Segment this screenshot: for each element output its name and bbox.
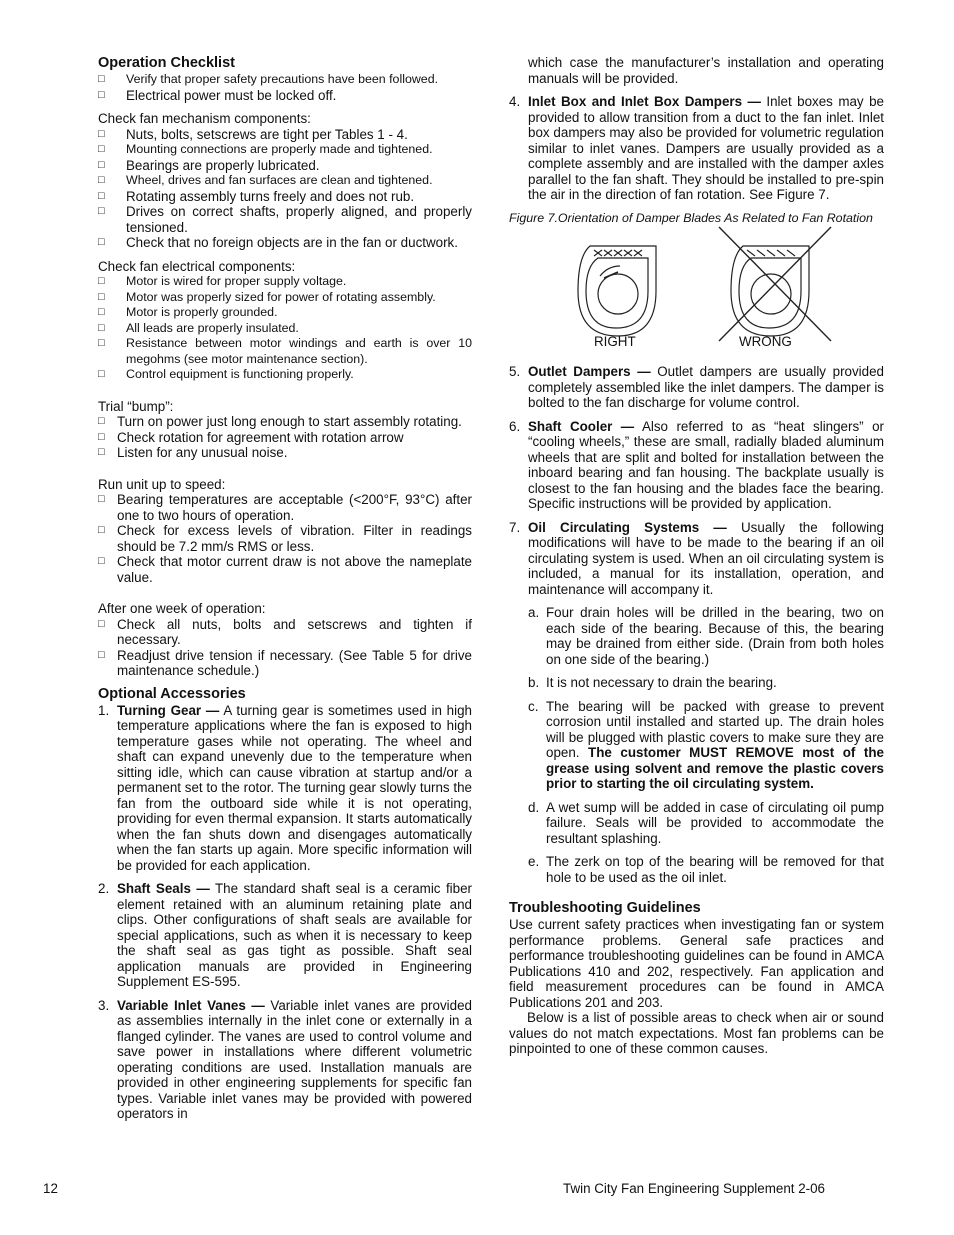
checkbox-icon: □ [98,158,105,171]
checkbox-icon: □ [98,493,105,505]
checkbox-icon: □ [98,430,105,443]
checklist-item: □ Verify that proper safety precautions have been followed. [98,72,439,86]
damper-figure [509,226,884,356]
checkbox-icon: □ [98,189,105,202]
checkbox-icon: □ [98,174,105,186]
checklist-item: □ Motor was properly sized for power of rotating assembly. [98,289,436,304]
checkbox-icon: □ [98,446,105,458]
figure-caption: Figure 7.Orientation of Damper Blades As Related to Fan Rotation [509,210,873,225]
accessory-item: 2. Shaft Seals — The standard shaft seal is a ceramic fiber element retained with an aluminum retaining plate and clips. Other configurations of shaft seals are available for special applications, such as when it is necessary to keep the shaft seal as gas tight as possible. Shaft seal application manuals are provided in Engineering Supplement ES-595. [98,881,472,989]
optional-accessories-heading: Optional Accessories [98,685,246,702]
operation-checklist-heading: Operation Checklist [98,55,235,71]
accessory-item: 1. Turning Gear — A turning gear is sometimes used in high temperature applications where the fan is exposed to high temperature gases while not operating. The wheel and shaft can expand unevenly due to the temperature when sitting idle, which can cause vibration at startup and/or a permanent set to the rotor. The turning gear slowly turns the fan from the outboard side while it is not operating, providing for even thermal expansion. It starts automatically when the fan shuts down and disengages automatically when the fan starts up again. More specific information will be provided for each application. [98,702,472,873]
checklist-item: □ Wheel, drives and fan surfaces are clean and tightened. [98,173,433,187]
week-list [98,617,472,679]
week-intro: After one week of operation: [98,601,266,616]
checklist-item: □ Check that no foreign objects are in the fan or ductwork. [98,235,458,250]
oil-subitem: e. The zerk on top of the bearing will be removed for that hole to be used as the oil inlet. [528,854,884,885]
checkbox-icon: □ [98,415,105,427]
checkbox-icon: □ [98,321,105,334]
right-column [509,55,884,1057]
checkbox-icon: □ [98,368,105,380]
checklist-item: □ Check all nuts, bolts and setscrews and tighten if necessary. [98,616,472,647]
checklist-item: □ Readjust drive tension if necessary. (See Table 5 for drive maintenance schedule.) [98,647,472,678]
wrong-fan-drawing [719,227,831,341]
accessory-term: Shaft Seals — [117,881,210,896]
checkbox-icon: □ [98,236,105,248]
accessory-item-continued: which case the manufacturer’s installation and operating manuals will be provided. [528,55,884,86]
publication-footer: Twin City Fan Engineering Supplement 2-06 [563,1181,826,1196]
electrical-list [98,274,472,383]
accessory-item: 5. Outlet Dampers — Outlet dampers are usually provided completely assembled like the inlet dampers. The damper is bolted to the fan discharge for volume control. [509,364,884,410]
checkbox-icon: □ [98,306,105,318]
troubleshooting-paragraph: Use current safety practices when investigating fan or system performance problems. General safe practices and performance troubleshooting guidelines can be found in AMCA Publications 410 and 202, respectively. Fan application and field measurement procedures can be found in AMCA Publications 201 and 203. [509,917,884,1010]
checklist-item: □ Resistance between motor windings and earth is over 10 megohms (see motor maintenance section). [98,336,472,366]
accessory-term: Variable Inlet Vanes — [117,997,265,1013]
checkbox-icon: □ [98,73,105,85]
checkbox-icon: □ [98,88,105,101]
checklist-item: □ Rotating assembly turns freely and does not rub. [98,188,415,204]
checkbox-icon: □ [98,555,105,567]
accessory-item: 3. Variable Inlet Vanes — Variable inlet vanes are provided as assemblies internally in the inlet cone or externally in a flanged cylinder. The vanes are used to control volume and save power in installations where different volumetric operating conditions are used. Installation manuals are provided in other engineering supplements for specific fan types. Variable inlet vanes may be provided with powered operators in [98,997,472,1121]
checklist-item: □ Turn on power just long enough to start assembly rotating. [98,414,462,429]
mechanism-list [98,127,472,251]
checklist-item: □ Bearings are properly lubricated. [98,157,320,173]
oil-subitem: d. A wet sump will be added in case of circulating oil pump failure. Seals will be provided to accommodate the resultant splashing. [528,799,884,846]
checkbox-icon: □ [98,648,105,661]
page-number: 12 [43,1181,58,1196]
checklist-item: □ Drives on correct shafts, properly aligned, and properly tensioned. [98,204,472,235]
accessory-item: 6. Shaft Cooler — Also referred to as “heat slingers” or “cooling wheels,” these are small, radially bladed aluminum wheels that are split and bolted for installation between the inboard bearing and fan housing. The backplate usually is closest to the fan housing and the blades face the bearing. Specific instructions will be provided by application. [509,418,884,511]
warning-text: The customer MUST REMOVE most of the grease using solvent and remove the plastic covers prior to starting the oil circulating system. [546,745,884,791]
checklist-item: □ Nuts, bolts, setscrews are tight per Tables 1 - 4. [98,126,408,142]
checklist-item: □ Check for excess levels of vibration. Filter in readings should be 7.2 mm/s RMS or less. [98,523,472,554]
checklist-item: □ Motor is wired for proper supply voltage. [98,274,347,288]
troubleshooting-paragraph: Below is a list of possible areas to check when air or sound values do not match expectations. Most fan problems can be pinpointed to one of these common causes. [509,1010,884,1056]
speed-list [98,492,472,585]
checklist-item: □ Mounting connections are properly made and tightened. [98,142,433,156]
oil-subitem: b. It is not necessary to drain the bearing. [528,675,777,690]
checklist-item: □ Electrical power must be locked off. [98,87,337,103]
safety-list [98,72,472,103]
accessory-term: Shaft Cooler — [528,418,635,434]
accessory-item: 7. Oil Circulating Systems — Usually the following modifications will have to be made to the bearing if an oil circulating system is used. When an oil circulating system is included, a manual for its installation, operation, and maintenance will accompany it. [509,519,884,597]
checklist-item: □ Motor is properly grounded. [98,305,278,319]
right-label: RIGHT [594,334,636,349]
checkbox-icon: □ [98,290,105,303]
checklist-item: □ Bearing temperatures are acceptable (<200°F, 93°C) after one to two hours of operation. [98,492,472,523]
bump-list [98,414,472,461]
accessory-term: Inlet Box and Inlet Box Dampers — [528,94,761,109]
oil-subitem: a. Four drain holes will be drilled in the bearing, two on each side of the bearing. Because of this, the bearing may be drained from either side. (Drain from both holes on one side of the bearing.) [528,605,884,667]
checklist-item: □ Check rotation for agreement with rotation arrow [98,429,404,445]
checkbox-icon: □ [98,524,105,536]
checklist-item: □ Listen for any unusual noise. [98,445,288,460]
accessory-term: Turning Gear — [117,702,220,718]
oil-subitem: c. The bearing will be packed with grease to prevent corrosion until installed and started up. The drain holes will be plugged with plastic covers to make sure they are open. The customer MUST REMOVE most of the grease using solvent and remove the plastic covers prior to starting the oil circulating system. [528,698,884,791]
right-fan-drawing [578,246,656,336]
checklist-item: □ Control equipment is functioning properly. [98,367,354,381]
accessory-term: Outlet Dampers — [528,364,651,379]
checkbox-icon: □ [98,275,105,287]
checkbox-icon: □ [98,617,105,630]
speed-intro: Run unit up to speed: [98,476,226,492]
checklist-item: □ Check that motor current draw is not above the nameplate value. [98,554,472,585]
left-column [98,55,472,1122]
checklist-item: □ All leads are properly insulated. [98,320,299,335]
wrong-label: WRONG [739,334,792,349]
damper-orientation-diagram [509,226,884,356]
troubleshooting-heading: Troubleshooting Guidelines [509,900,701,916]
bump-intro: Trial “bump”: [98,398,174,414]
checkbox-icon: □ [98,143,105,155]
electrical-intro: Check fan electrical components: [98,258,296,274]
checkbox-icon: □ [98,127,105,140]
checkbox-icon: □ [98,205,105,217]
mechanism-intro: Check fan mechanism components: [98,111,311,126]
checkbox-icon: □ [98,337,105,349]
accessory-term: Oil Circulating Systems — [528,519,727,535]
accessory-item: 4. Inlet Box and Inlet Box Dampers — Inlet boxes may be provided to allow transition from a duct to the fan inlet. Inlet box dampers may also be provided for volumetric regulation similar to inlet vanes. Dampers are usually provided as a complete assembly and are installed with the damper axles parallel to the fan shaft. They should be installed to pre-spin the air in the direction of fan rotation. See Figure 7. [509,94,884,202]
